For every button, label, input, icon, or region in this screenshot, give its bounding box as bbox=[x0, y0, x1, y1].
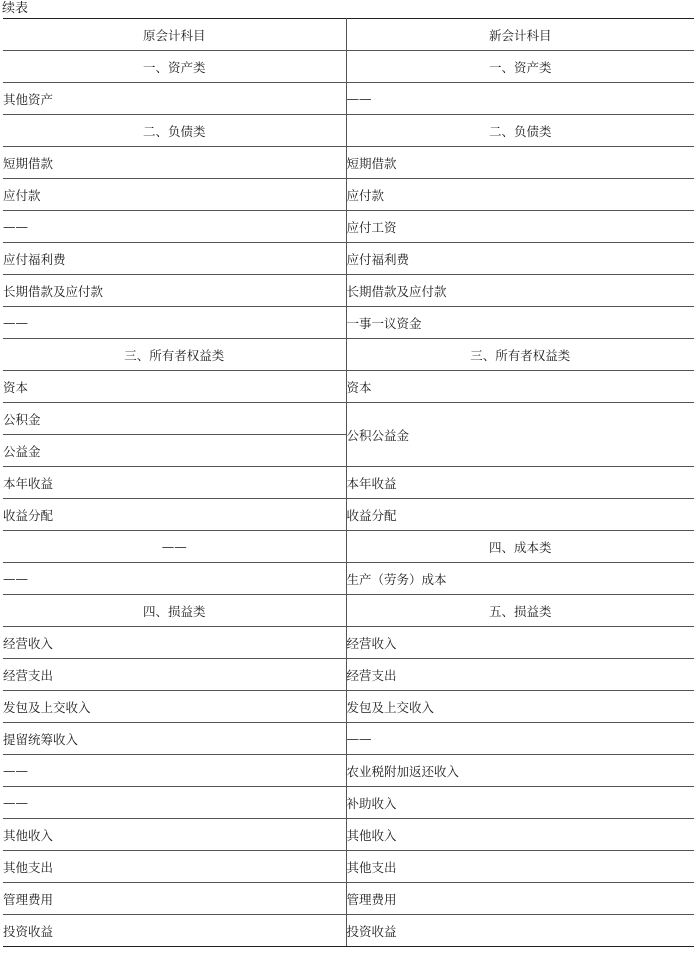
section-cost-original: —— bbox=[3, 531, 346, 563]
original-account-cell: 收益分配 bbox=[3, 499, 346, 531]
table-row bbox=[3, 787, 694, 819]
new-account-cell: 短期借款 bbox=[346, 147, 694, 179]
original-account-cell: 公积金 bbox=[3, 403, 346, 435]
section-profit-loss-new: 五、损益类 bbox=[346, 595, 694, 627]
table-row bbox=[3, 563, 694, 595]
new-account-cell: 经营支出 bbox=[346, 659, 694, 691]
new-account-cell: 长期借款及应付款 bbox=[346, 275, 694, 307]
section-row-liabilities bbox=[3, 115, 694, 147]
original-account-cell: 长期借款及应付款 bbox=[3, 275, 346, 307]
new-account-cell: 应付福利费 bbox=[346, 243, 694, 275]
new-account-cell: 投资收益 bbox=[346, 915, 694, 947]
original-account-cell: 发包及上交收入 bbox=[3, 691, 346, 723]
table-row bbox=[3, 883, 694, 915]
table-row bbox=[3, 147, 694, 179]
original-account-cell: 资本 bbox=[3, 371, 346, 403]
section-liabilities-original: 二、负债类 bbox=[3, 115, 346, 147]
new-account-cell: —— bbox=[346, 723, 694, 755]
new-account-cell: 生产（劳务）成本 bbox=[346, 563, 694, 595]
section-equity-new: 三、所有者权益类 bbox=[346, 339, 694, 371]
original-account-cell: —— bbox=[3, 787, 346, 819]
table-caption: 续表 bbox=[2, 1, 29, 16]
new-account-cell: 农业税附加返还收入 bbox=[346, 755, 694, 787]
table-row bbox=[3, 659, 694, 691]
table-row bbox=[3, 403, 694, 435]
new-account-cell: 应付款 bbox=[346, 179, 694, 211]
section-row-assets bbox=[3, 51, 694, 83]
section-row-profit-loss bbox=[3, 595, 694, 627]
section-liabilities-new: 二、负债类 bbox=[346, 115, 694, 147]
table-row bbox=[3, 691, 694, 723]
table-row bbox=[3, 723, 694, 755]
account-mapping-table bbox=[3, 18, 694, 947]
original-account-cell: 其他资产 bbox=[3, 83, 346, 115]
original-account-cell: 短期借款 bbox=[3, 147, 346, 179]
new-account-cell: 本年收益 bbox=[346, 467, 694, 499]
new-account-cell: 其他支出 bbox=[346, 851, 694, 883]
original-account-cell: 经营支出 bbox=[3, 659, 346, 691]
table-row bbox=[3, 243, 694, 275]
new-account-cell: 其他收入 bbox=[346, 819, 694, 851]
original-account-cell: 管理费用 bbox=[3, 883, 346, 915]
table-row bbox=[3, 915, 694, 947]
new-account-cell: 补助收入 bbox=[346, 787, 694, 819]
original-account-cell: —— bbox=[3, 563, 346, 595]
table-row bbox=[3, 371, 694, 403]
original-account-cell: 投资收益 bbox=[3, 915, 346, 947]
table-row bbox=[3, 819, 694, 851]
new-account-cell: 管理费用 bbox=[346, 883, 694, 915]
table-row bbox=[3, 499, 694, 531]
new-account-cell: 发包及上交收入 bbox=[346, 691, 694, 723]
original-account-cell: 经营收入 bbox=[3, 627, 346, 659]
original-account-cell: 公益金 bbox=[3, 435, 346, 467]
table-row bbox=[3, 467, 694, 499]
header-row bbox=[3, 19, 694, 51]
table-row bbox=[3, 179, 694, 211]
original-account-cell: 本年收益 bbox=[3, 467, 346, 499]
section-equity-original: 三、所有者权益类 bbox=[3, 339, 346, 371]
new-account-cell: —— bbox=[346, 83, 694, 115]
new-account-cell: 收益分配 bbox=[346, 499, 694, 531]
header-new-accounts: 新会计科目 bbox=[346, 19, 694, 51]
original-account-cell: —— bbox=[3, 755, 346, 787]
original-account-cell: 应付款 bbox=[3, 179, 346, 211]
section-profit-loss-original: 四、损益类 bbox=[3, 595, 346, 627]
new-account-cell: 一事一议资金 bbox=[346, 307, 694, 339]
new-account-cell: 应付工资 bbox=[346, 211, 694, 243]
table-header bbox=[3, 19, 694, 51]
section-assets-new: 一、资产类 bbox=[346, 51, 694, 83]
section-cost-new: 四、成本类 bbox=[346, 531, 694, 563]
new-account-cell: 资本 bbox=[346, 371, 694, 403]
original-account-cell: 应付福利费 bbox=[3, 243, 346, 275]
section-assets-original: 一、资产类 bbox=[3, 51, 346, 83]
section-row-cost bbox=[3, 531, 694, 563]
table-row bbox=[3, 755, 694, 787]
table-row bbox=[3, 627, 694, 659]
original-account-cell: 其他支出 bbox=[3, 851, 346, 883]
table-row bbox=[3, 211, 694, 243]
header-original-accounts: 原会计科目 bbox=[3, 19, 346, 51]
original-account-cell: —— bbox=[3, 211, 346, 243]
original-account-cell: 提留统筹收入 bbox=[3, 723, 346, 755]
table-row bbox=[3, 275, 694, 307]
original-account-cell: —— bbox=[3, 307, 346, 339]
table-row bbox=[3, 307, 694, 339]
section-row-owners-equity bbox=[3, 339, 694, 371]
new-account-cell: 经营收入 bbox=[346, 627, 694, 659]
new-account-merged-cell: 公积公益金 bbox=[346, 403, 694, 467]
original-account-cell: 其他收入 bbox=[3, 819, 346, 851]
table-row bbox=[3, 83, 694, 115]
table-body bbox=[3, 51, 694, 947]
table-row bbox=[3, 851, 694, 883]
